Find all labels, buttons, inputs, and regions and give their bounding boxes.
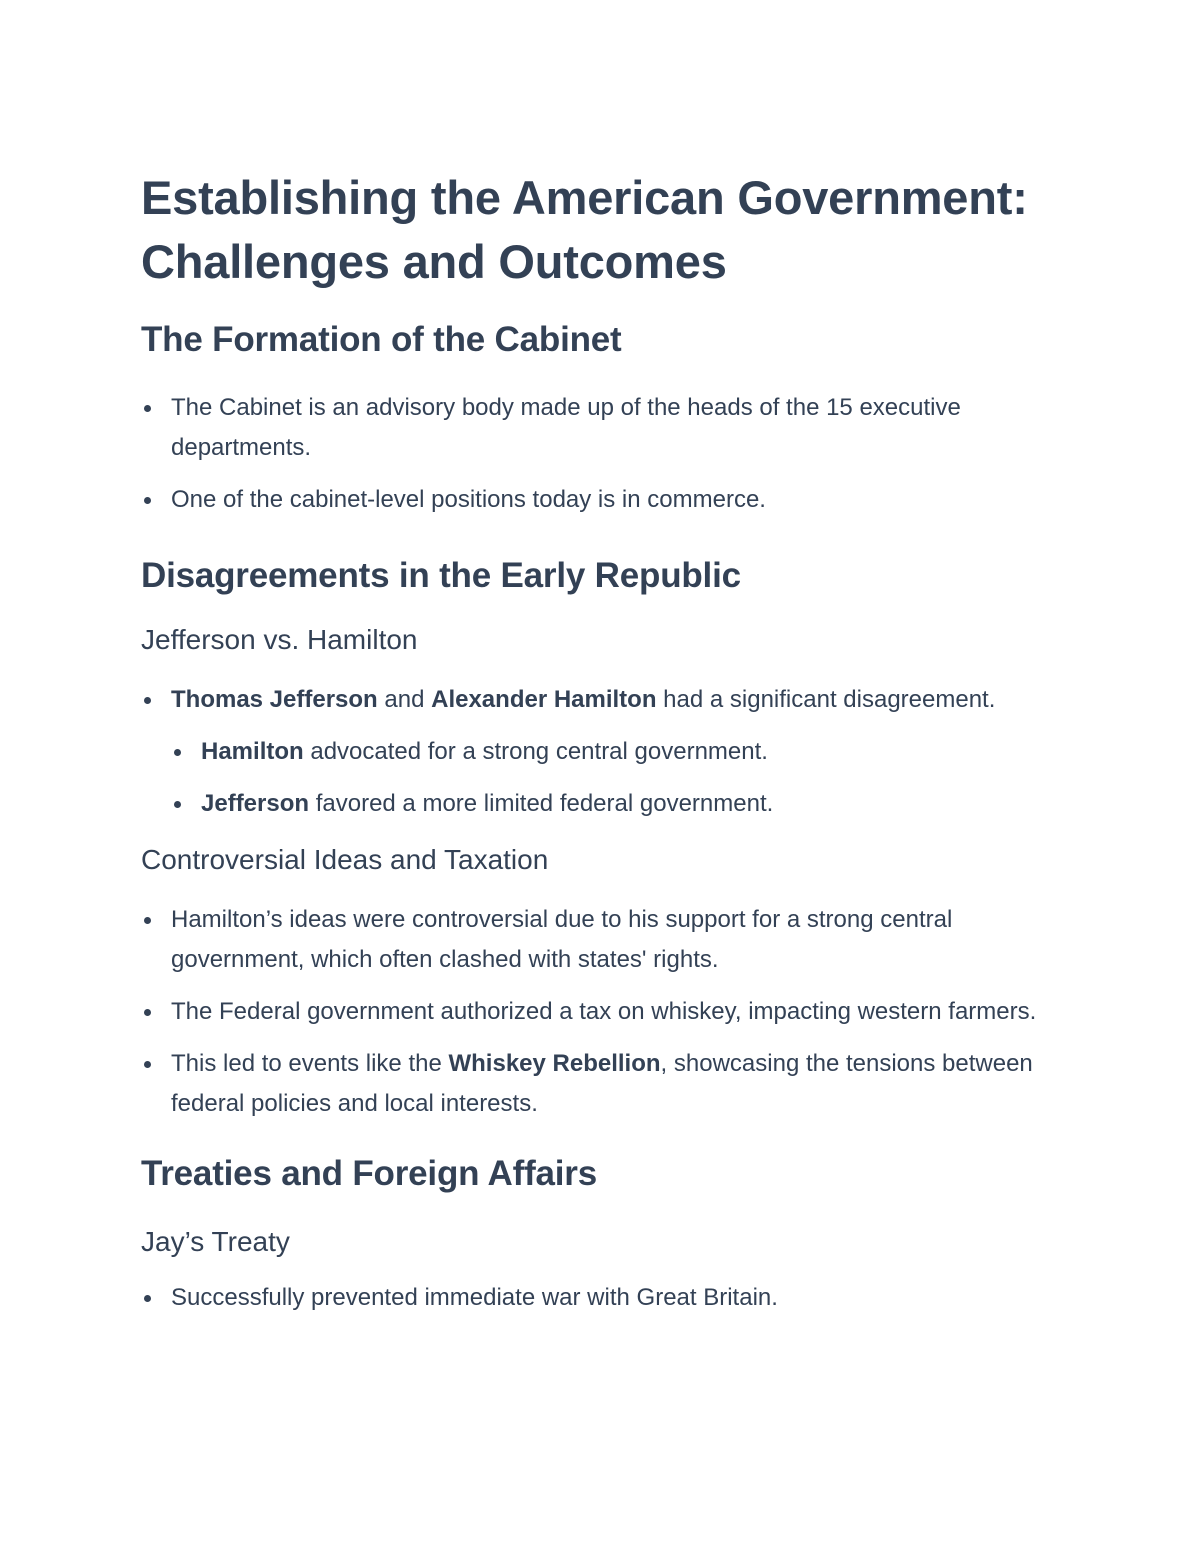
jays-treaty-list [141, 1278, 1060, 1318]
bold-name: Hamilton [201, 738, 304, 765]
jefferson-hamilton-list [141, 680, 1060, 824]
subheading-jays-treaty: Jay’s Treaty [141, 1226, 290, 1257]
nested-list-item [171, 784, 1060, 824]
list-item: Successfully prevented immediate war with Great Britain. [141, 1278, 1060, 1318]
section-heading-disagreements: Disagreements in the Early Republic [141, 556, 741, 595]
list-item: The Federal government authorized a tax on whiskey, impacting western farmers. [141, 992, 1060, 1032]
text-run: , showcasing the tensions between federal policies and local interests. [171, 1050, 1033, 1117]
list-item: Hamilton’s ideas were controversial due to his support for a strong central government, which often clashed with states' rights. [141, 900, 1060, 980]
text-run: had a significant disagreement. [656, 686, 996, 713]
section-heading-cabinet: The Formation of the Cabinet [141, 320, 622, 359]
list-item: The Cabinet is an advisory body made up of the heads of the 15 executive departments. [141, 388, 1060, 468]
taxation-list [141, 900, 1060, 1124]
list-item [141, 680, 1060, 824]
text-run: and [377, 686, 432, 713]
bold-name: Thomas Jefferson [171, 686, 378, 713]
section-heading-treaties: Treaties and Foreign Affairs [141, 1154, 597, 1193]
nested-list [171, 732, 1060, 824]
bold-name: Jefferson [201, 790, 310, 817]
bold-name: Alexander Hamilton [431, 686, 657, 713]
cabinet-list [141, 388, 1060, 520]
subheading-controversial-ideas: Controversial Ideas and Taxation [141, 844, 549, 875]
list-item: One of the cabinet-level positions today is in commerce. [141, 480, 1060, 520]
bold-term: Whiskey Rebellion [448, 1050, 661, 1077]
text-run: advocated for a strong central government. [303, 738, 768, 765]
nested-list-item [171, 732, 1060, 772]
text-run: favored a more limited federal government. [309, 790, 774, 817]
list-item [141, 1044, 1060, 1124]
document-title: Establishing the American Government: Challenges and Outcomes [141, 171, 1028, 288]
text-run: This led to events like the [171, 1050, 449, 1077]
subheading-jefferson-hamilton: Jefferson vs. Hamilton [141, 624, 418, 655]
